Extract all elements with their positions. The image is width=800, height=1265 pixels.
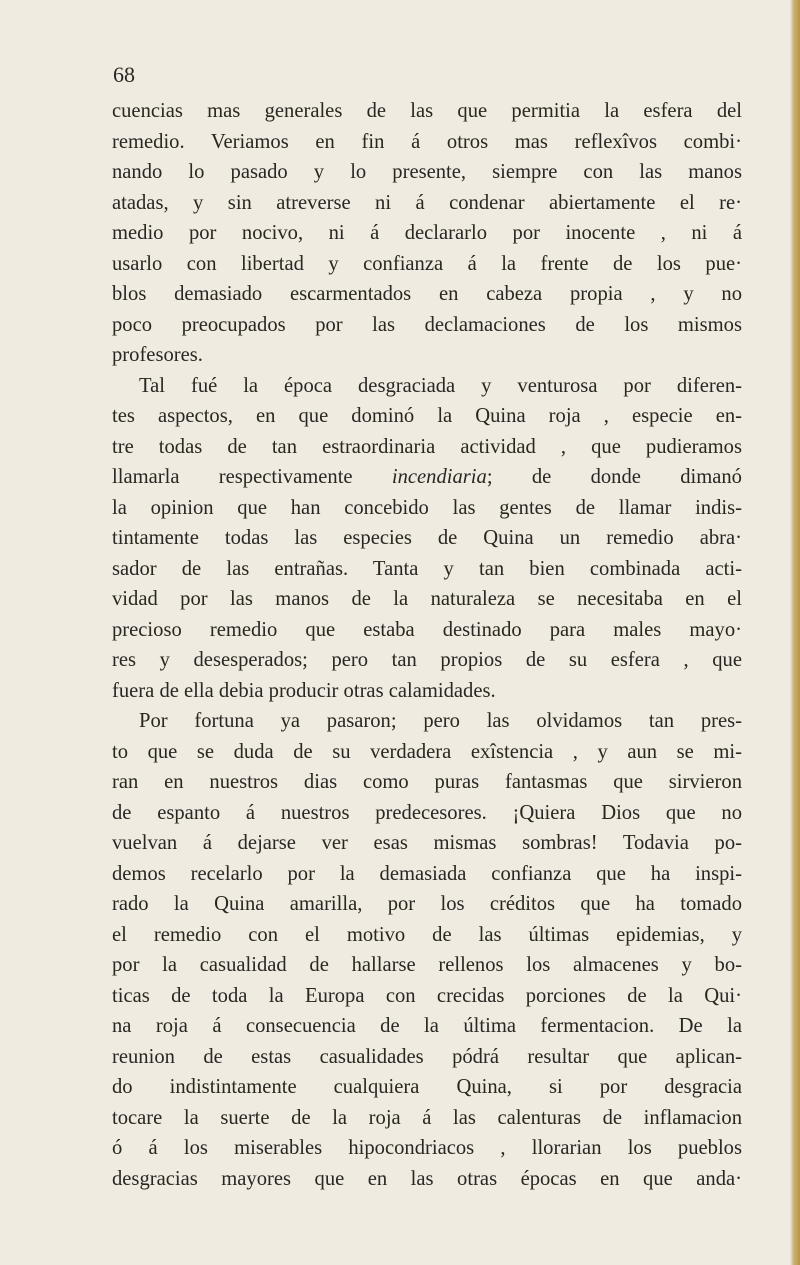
text-line (112, 401, 742, 432)
text-line (112, 218, 742, 249)
text-line (112, 676, 742, 707)
text-line (112, 127, 742, 158)
text-line-segment: la opinion que han concebido las gentes de llamar indis- (112, 496, 742, 519)
text-line-segment: remedio. Veriamos en fin á otros mas reflexîvos combi· (112, 130, 742, 153)
text-line (112, 462, 742, 493)
text-line (112, 279, 742, 310)
text-line-segment: cuencias mas generales de las que permitia la esfera del (112, 100, 742, 122)
text-line (112, 798, 742, 829)
text-line (112, 584, 742, 615)
text-line (112, 767, 742, 798)
text-line (112, 1042, 742, 1073)
text-line-segment: llamarla respectivamente (112, 466, 392, 488)
text-line-segment: sador de las entrañas. Tanta y tan bien combinada acti- (112, 557, 742, 580)
text-line (112, 371, 742, 402)
text-line-segment: tocare la suerte de la roja á las calenturas de inflamacion (112, 1106, 742, 1129)
text-line-segment: reunion de estas casualidades pódrá resultar que aplican- (112, 1045, 742, 1068)
text-line (112, 706, 742, 737)
text-line-segment: do indistintamente cualquiera Quina, si por desgracia (112, 1076, 742, 1098)
text-line-segment: el remedio con el motivo de las últimas epidemias, y (112, 923, 742, 946)
text-line-segment: medio por nocivo, ni á declararlo por inocente , ni á (112, 222, 742, 244)
text-line-segment: usarlo con libertad y confianza á la frente de los pue· (112, 252, 742, 275)
text-line (112, 554, 742, 585)
text-line-segment: profesores. (112, 344, 203, 366)
text-line-segment: desgracias mayores que en las otras épocas en que anda· (112, 1167, 742, 1190)
text-line-segment: ó á los miserables hipocondriacos , llorarian los pueblos (112, 1137, 742, 1159)
text-line (112, 1164, 742, 1195)
page-number: 68 (113, 62, 135, 87)
text-line-segment: Por fortuna ya pasaron; pero las olvidamos tan pres- (139, 710, 742, 732)
text-line (112, 737, 742, 768)
text-line-segment: precioso remedio que estaba destinado para males mayo· (112, 618, 742, 641)
text-line (112, 645, 742, 676)
text-line (112, 1072, 742, 1103)
text-line-segment: blos demasiado escarmentados en cabeza propia , y no (112, 283, 742, 305)
text-line (112, 523, 742, 554)
text-line (112, 981, 742, 1012)
text-line (112, 340, 742, 371)
text-line-segment: fuera de ella debia producir otras calamidades. (112, 679, 496, 702)
page-edge (790, 0, 800, 1265)
text-line-segment: na roja á consecuencia de la última fermentacion. De la (112, 1015, 742, 1037)
text-line-segment: atadas, y sin atreverse ni á condenar abiertamente el re· (112, 191, 742, 214)
text-line-segment: to que se duda de su verdadera exîstencia , y aun se mi- (112, 740, 742, 763)
text-line (112, 310, 742, 341)
text-line-segment: ran en nuestros dias como puras fantasmas que sirvieron (112, 771, 742, 793)
text-line-segment: ticas de toda la Europa con crecidas porciones de la Qui· (112, 984, 742, 1007)
text-line (112, 889, 742, 920)
text-line (112, 920, 742, 951)
text-line (112, 859, 742, 890)
text-line-segment: tes aspectos, en que dominó la Quina roja , especie en- (112, 405, 742, 427)
text-line (112, 249, 742, 280)
text-line (112, 188, 742, 219)
text-line (112, 432, 742, 463)
text-line (112, 1133, 742, 1164)
text-line-segment: rado la Quina amarilla, por los créditos que ha tomado (112, 893, 742, 915)
text-line (112, 96, 742, 127)
text-line-segment: tre todas de tan estraordinaria actividad , que pudieramos (112, 435, 742, 458)
text-line-segment: de espanto á nuestros predecesores. ¡Quiera Dios que no (112, 801, 742, 824)
text-line (112, 828, 742, 859)
body-text (112, 96, 742, 1194)
text-line-segment: vuelvan á dejarse ver esas mismas sombras! Todavia po- (112, 832, 742, 854)
text-line (112, 615, 742, 646)
text-line-segment: demos recelarlo por la demasiada confianza que ha inspi- (112, 862, 742, 885)
italic-word: incendiaria (391, 466, 487, 488)
text-line-segment: por la casualidad de hallarse rellenos los almacenes y bo- (112, 954, 742, 976)
text-line (112, 493, 742, 524)
text-line-segment: tintamente todas las especies de Quina un remedio abra· (112, 527, 742, 549)
text-line (112, 950, 742, 981)
text-line-segment: res y desesperados; pero tan propios de su esfera , que (112, 649, 742, 671)
text-line-segment: ; de donde dimanó (486, 466, 742, 488)
text-line (112, 1103, 742, 1134)
text-line-segment: poco preocupados por las declamaciones de los mismos (112, 313, 742, 336)
text-line-segment: Tal fué la época desgraciada y venturosa por diferen- (139, 374, 742, 397)
text-line-segment: nando lo pasado y lo presente, siempre con las manos (112, 161, 742, 183)
text-line (112, 1011, 742, 1042)
text-line (112, 157, 742, 188)
text-line-segment: vidad por las manos de la naturaleza se necesitaba en el (112, 588, 742, 610)
